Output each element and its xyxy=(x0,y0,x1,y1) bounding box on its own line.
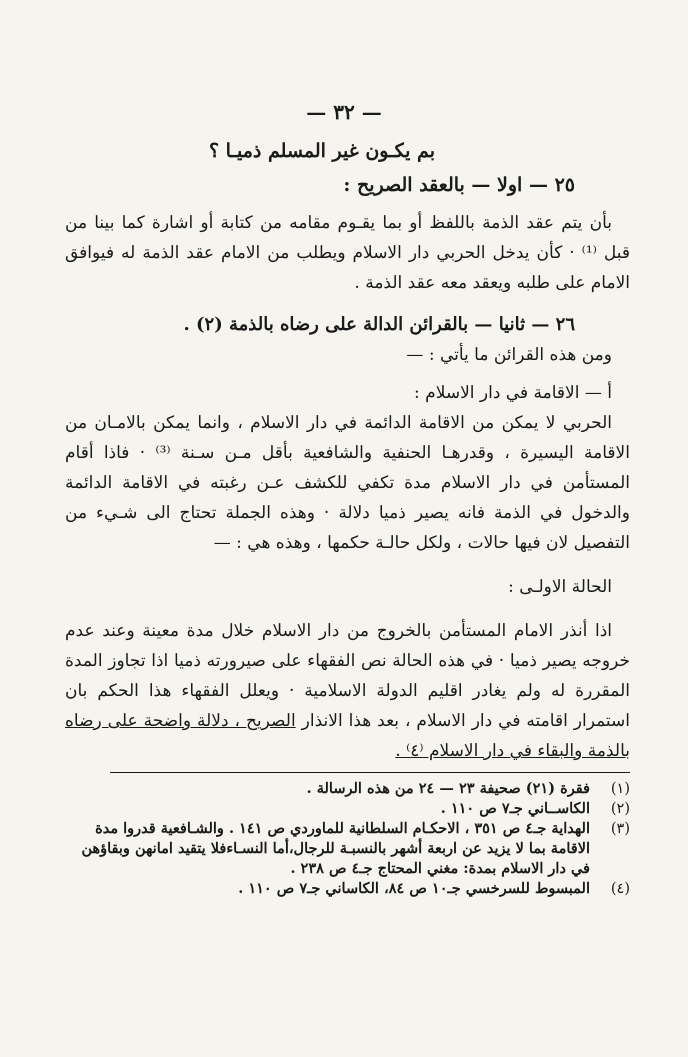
footnote-text: الهداية جـ٤ ص ٣٥١ ، الاحكـام السلطانية للماوردي ص ١٤١ . والشـافعية قدروا مدة الاقامة بما لا يزيد عن اربعة أشهر بالنسبـة للرجال،أما النسـاءفلا يتقيد امانهن وبقاؤهن في دار الاسلام بمدة: مغني المحتاج جـ٤ ص ٢٣٨ . xyxy=(81,820,590,877)
case-one-text: اذا أنذر الامام المستأمن بالخروج من دار الاسلام خلال مدة معينة وعند عدم خروجه يصير ذميا · في هذه الحالة نص الفقهاء على صيرورته ذميا اذا تجاوز المدة المقررة له ولم يغادر اقليم الدولة الاسلامية · ويعلل الفقهاء هذا الحكم بان استمرار اقامته في دار الاسلام ، بعد هذا الانذار xyxy=(65,621,630,731)
main-heading: بم يكـون غير المسلم ذميـا ؟ xyxy=(208,140,435,162)
footnote-number: (٤) xyxy=(610,881,630,897)
footnote-item xyxy=(65,799,630,819)
section-25-paragraph: بأن يتم عقد الذمة باللفظ أو بما يقـوم مقامه من كتابة أو اشارة كما بينا من قبل ⁽¹⁾ · كأن يدخل الحربي دار الاسلام ويطلب من الامام عقد الذمة له فيوافق الامام على طلبه ويعقد معه عقد الذمة . xyxy=(65,213,631,293)
footnote-text: الكاســاني جـ٧ ص ١١٠ . xyxy=(440,800,590,817)
footnote-item xyxy=(65,779,630,799)
case-one-paragraph xyxy=(65,616,630,766)
section-25-heading: ٢٥ — اولا — بالعقد الصريح : xyxy=(343,174,575,196)
footnote-divider xyxy=(110,772,630,773)
subsection-a-paragraph: الحربي لا يمكن من الاقامة الدائمة في دار الاسلام ، وانما يمكن بالامـان من الاقامة اليسيرة ، وقدرهـا الحنفية والشافعية بأقل مـن سـنة ⁽³⁾ · فاذا أقام المستأمن في دار الاسلام مدة تكفي للكشف عـن رغبته في الاقامة الدائمة والدخول في الذمة فانه يصير ذميا دلالة · وهذه الجملة تحتاج الى شـيء من التفصيل لان فيها حالات ، ولكل حالـة حكمها ، وهذه هي : — xyxy=(65,413,630,553)
footnote-item xyxy=(65,819,630,879)
footnote-number: (١) xyxy=(610,781,630,797)
page-content xyxy=(65,128,630,899)
footnote-item xyxy=(65,879,630,899)
page-number: — ٣٢ — xyxy=(306,100,382,124)
subsection-a-title: أ — الاقامة في دار الاسلام : xyxy=(414,383,612,403)
case-one-title: الحالة الاولـى : xyxy=(508,577,612,597)
case-one-underlined-text: الصريح ، دلالة واضحة على رضاه بالذمة والبقاء في دار الاسلام ⁽٤⁾ . xyxy=(65,711,630,761)
footnotes xyxy=(65,779,630,899)
footnote-number: (٢) xyxy=(610,801,630,817)
intro-line: ومن هذه القرائن ما يأتي : — xyxy=(406,345,612,365)
footnote-number: (٣) xyxy=(610,821,630,837)
footnote-text: المبسوط للسرخسي جـ١٠ ص ٨٤، الكاساني جـ٧ ص ١١٠ . xyxy=(238,880,590,897)
section-26-heading: ٢٦ — ثانيا — بالقرائن الدالة على رضاه بالذمة (٢) . xyxy=(183,314,575,335)
footnote-text: فقرة (٢١) صحيفة ٢٣ — ٢٤ من هذه الرسالة . xyxy=(306,780,590,797)
